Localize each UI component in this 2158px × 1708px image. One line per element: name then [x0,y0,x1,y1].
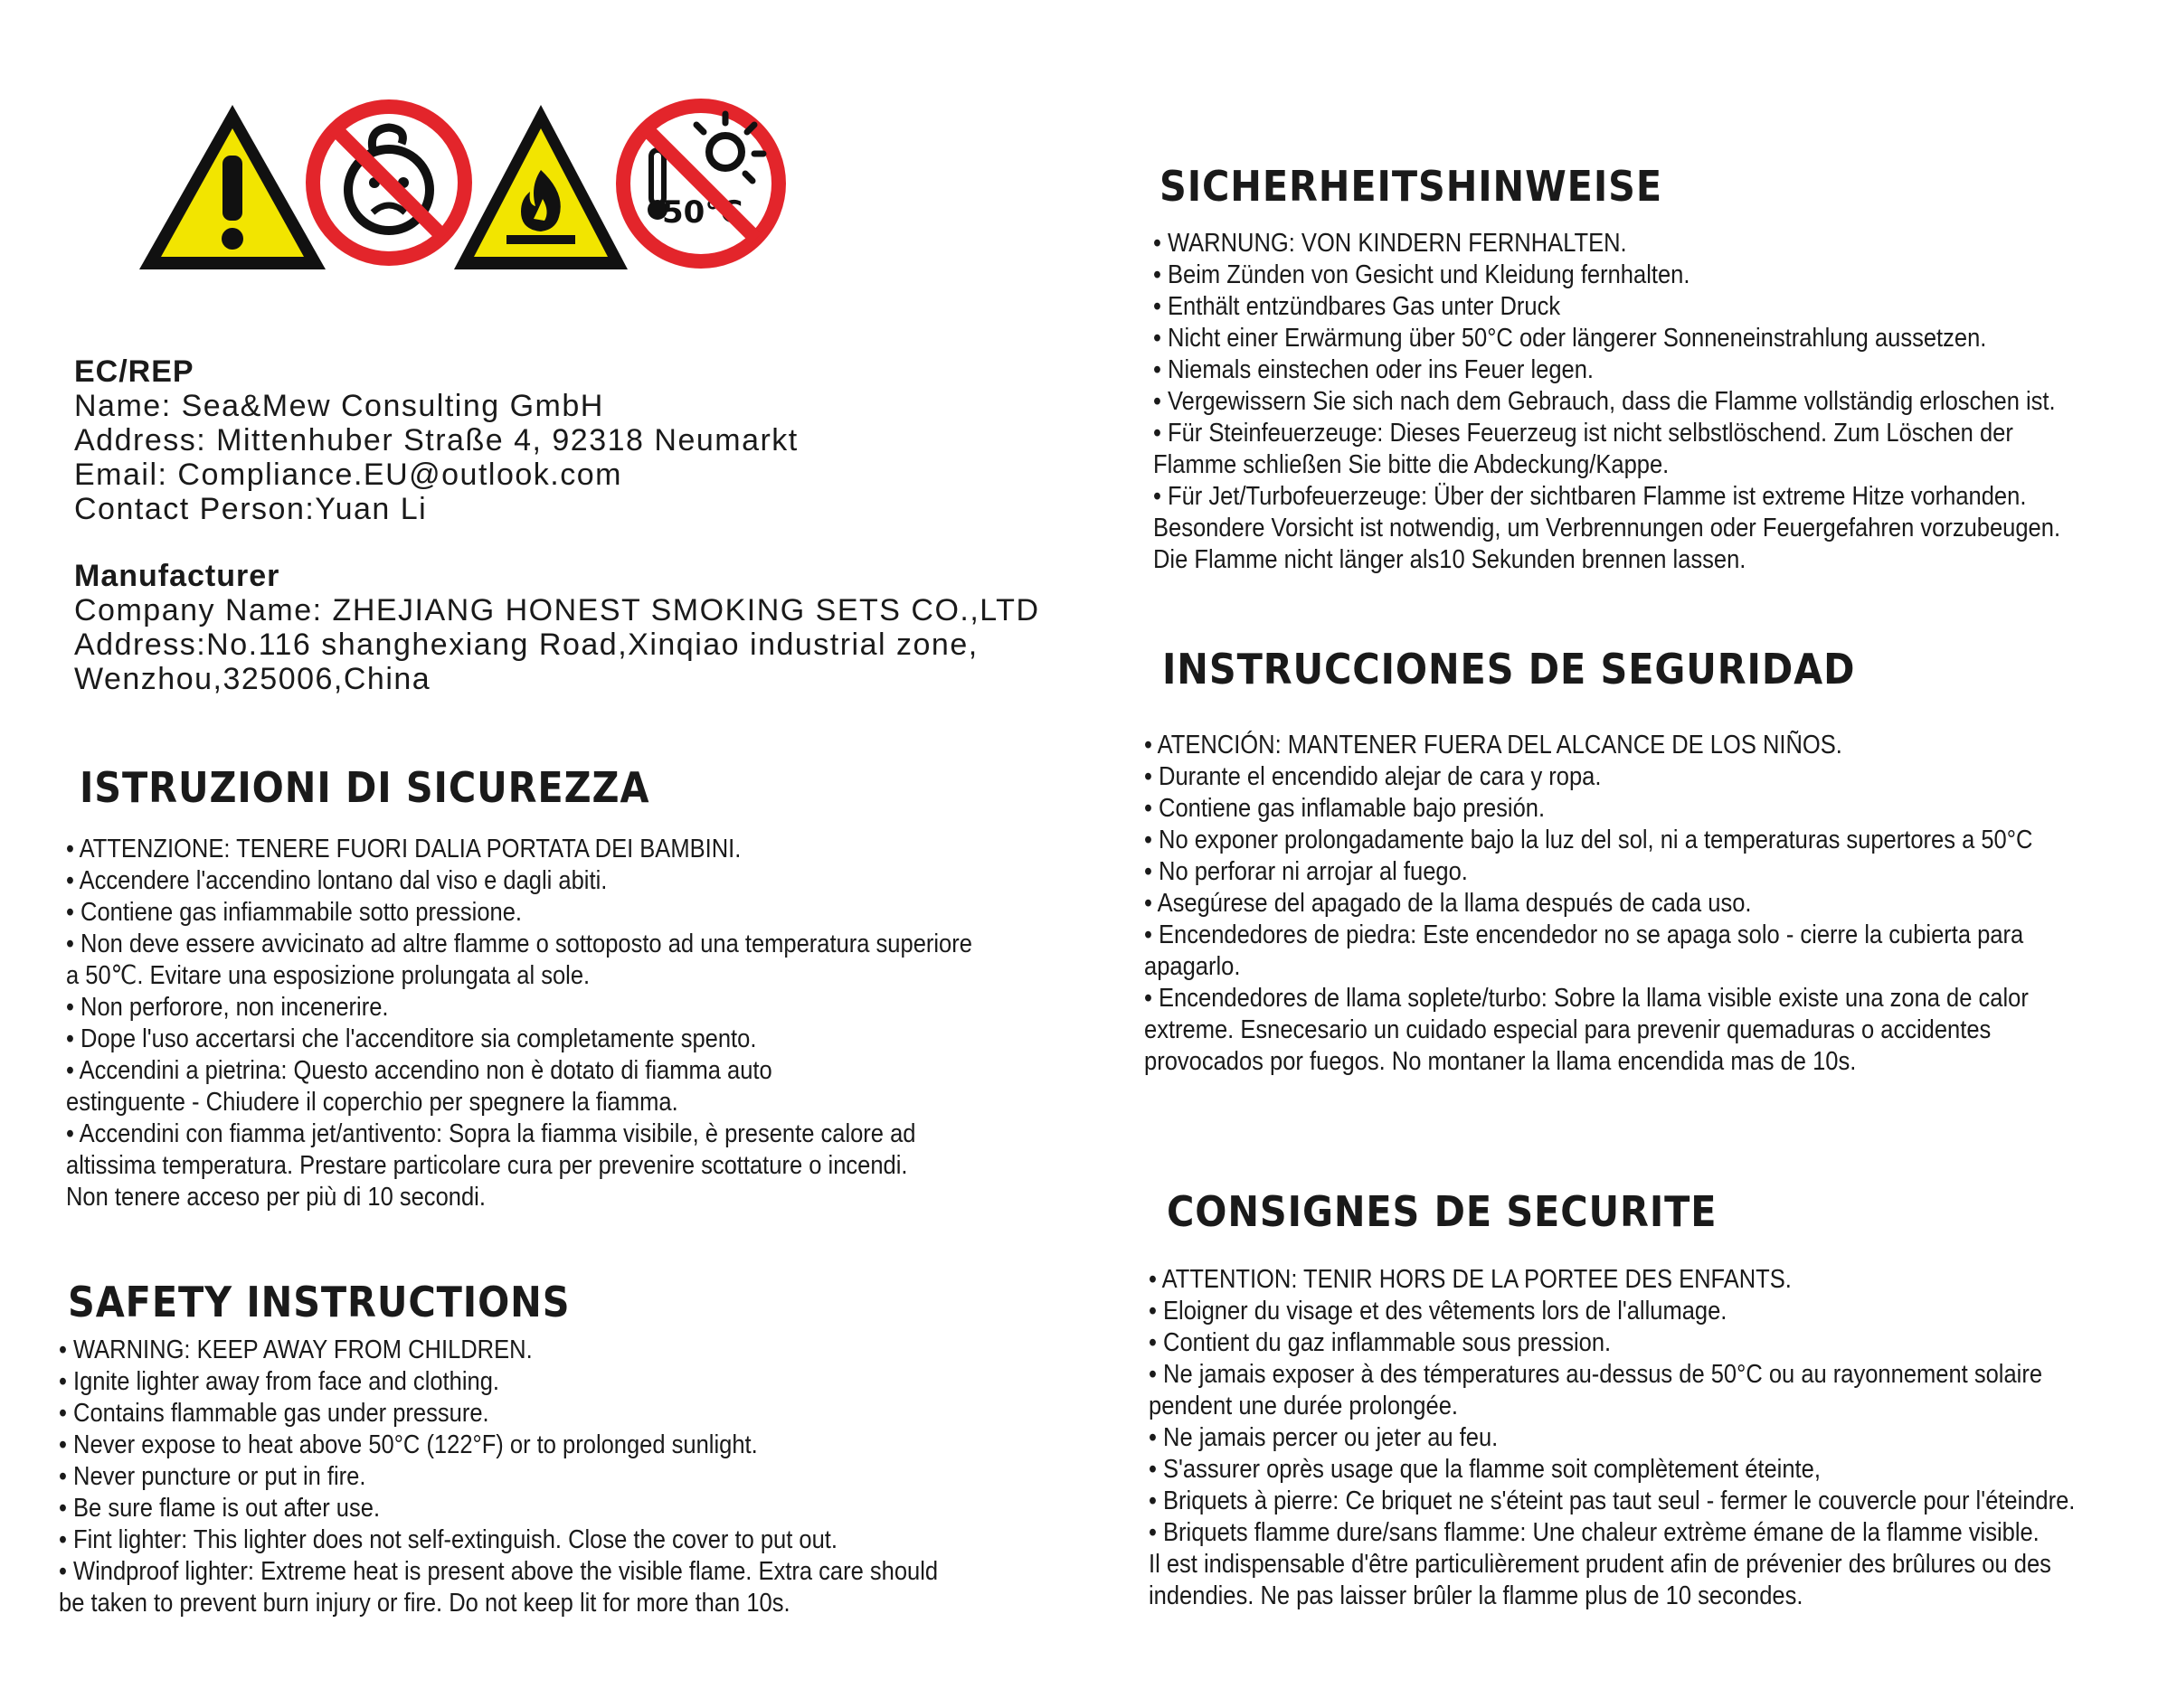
instruction-line: • Never expose to heat above 50°C (122°F) or to prolonged sunlight. [59,1430,758,1459]
heading-english: SAFETY INSTRUCTIONS [68,1278,571,1326]
instruction-line: Flamme schließen Sie bitte die Abdeckung/Kappe. [1153,450,1670,479]
instruction-line: Besondere Vorsicht ist notwendig, um Verbrennungen oder Feuergefahren vorzubeugen. [1153,514,2061,543]
instruction-line: indendies. Ne pas laisser brûler la flamme plus de 10 secondes. [1149,1581,1803,1610]
no-heat-above-50c-icon [615,98,787,269]
instruction-line: estinguente - Chiudere il coperchio per spegnere la fiamma. [66,1088,678,1117]
instruction-line: • S'assurer oprès usage que la flamme soit complètement éteinte, [1149,1455,1821,1484]
instruction-line: • Vergewissern Sie sich nach dem Gebrauch, dass die Flamme vollständig erloschen ist. [1153,387,2056,416]
french-instructions-list [1149,1264,2158,1612]
german-instructions-list [1153,228,2158,576]
heading-spanish: INSTRUCCIONES DE SEGURIDAD [1162,645,1856,694]
heading-french: CONSIGNES DE SECURITE [1167,1187,1718,1236]
instruction-line: • Contains flammable gas under pressure. [59,1399,489,1428]
instruction-line: • Für Jet/Turbofeuerzeuge: Über der sichtbaren Flamme ist extreme Hitze vorhanden. [1153,482,2027,511]
instruction-line: • Dope l'uso accertarsi che l'accenditore sia completamente spento. [66,1024,757,1053]
instruction-line: • Be sure flame is out after use. [59,1494,381,1523]
instruction-line: Il est indispensable d'être particulièrement prudent afin de prévenier des brûlures ou des [1149,1550,2051,1579]
instruction-line: • Non perforore, non incenerire. [66,993,389,1022]
italian-instructions-list [66,834,1096,1213]
instruction-line: • Briquets à pierre: Ce briquet ne s'éteint pas taut seul - fermer le couvercle pour l'éteindre. [1149,1486,2076,1515]
instruction-line: • Asegúrese del apagado de la llama después de cada uso. [1144,889,1752,918]
instruction-line: • Enthält entzündbares Gas unter Druck [1153,292,1561,321]
warning-icons-row [136,99,787,280]
instruction-line: • Contiene gas inflamable bajo presión. [1144,794,1546,823]
instruction-line: provocados por fuegos. No montaner la llama encendida mas de 10s. [1144,1047,1857,1076]
instruction-line: • Ne jamais percer ou jeter au feu. [1149,1423,1499,1452]
manufacturer-address-line-1: Address:No.116 shanghexiang Road,Xinqiao industrial zone, [74,628,979,662]
instruction-line: • Accendini a pietrina: Questo accendino non è dotato di fiamma auto [66,1056,772,1085]
instruction-line: Die Flamme nicht länger als10 Sekunden brennen lassen. [1153,545,1746,574]
instruction-line: • Ne jamais exposer à des témperatures au-dessus de 50°C ou au rayonnement solaire [1149,1360,2043,1389]
instruction-line: extreme. Esnecesario un cuidado especial para prevenir quemaduras o accidentes [1144,1015,1992,1044]
instruction-line: • Encendedores de piedra: Este encendedor no se apaga solo - cierre la cubierta para [1144,920,2024,949]
manufacturer-address-line-2: Wenzhou,325006,China [74,662,431,696]
instruction-line: • Fint lighter: This lighter does not self-extinguish. Close the cover to put out. [59,1525,838,1554]
instruction-line: a 50℃. Evitare una esposizione prolungata al sole. [66,961,591,990]
instruction-line: • Eloigner du visage et des vêtements lors de l'allumage. [1149,1297,1727,1326]
instruction-line: • ATTENTION: TENIR HORS DE LA PORTEE DES ENFANTS. [1149,1265,1792,1294]
english-instructions-list [59,1335,1058,1619]
instruction-line: apagarlo. [1144,952,1241,981]
ecrep-email: Email: Compliance.EU@outlook.com [74,458,622,492]
instruction-line: • ATENCIÓN: MANTENER FUERA DEL ALCANCE DE LOS NIÑOS. [1144,731,1842,760]
no-children-icon [306,99,473,267]
instruction-line: • No perforar ni arrojar al fuego. [1144,857,1468,886]
instruction-line: • Briquets flamme dure/sans flamme: Une chaleur extrème émane de la flamme visible. [1149,1518,2040,1547]
ecrep-contact: Contact Person:Yuan Li [74,492,428,526]
instruction-line: • Ignite lighter away from face and clothing. [59,1367,499,1396]
instruction-line: be taken to prevent burn injury or fire. Do not keep lit for more than 10s. [59,1589,790,1618]
instruction-line: • Contient du gaz inflammable sous pression. [1149,1328,1612,1357]
instruction-line: • Für Steinfeuerzeuge: Dieses Feuerzeug ist nicht selbstlöschend. Zum Löschen der [1153,419,2013,448]
instruction-line: pendent une durée prolongée. [1149,1392,1458,1420]
instruction-line: • No exponer prolongadamente bajo la luz del sol, ni a temperaturas supertores a 50°C [1144,826,2033,854]
instruction-line: • Beim Zünden von Gesicht und Kleidung fernhalten. [1153,260,1690,289]
instruction-line: • Encendedores de llama soplete/turbo: Sobre la llama visible existe una zona de calor [1144,984,2029,1013]
ecrep-name: Name: Sea&Mew Consulting GmbH [74,389,604,423]
ecrep-address: Address: Mittenhuber Straße 4, 92318 Neumarkt [74,423,799,458]
ecrep-title: EC/REP [74,354,194,389]
instruction-line: • Niemals einstechen oder ins Feuer legen. [1153,355,1594,384]
manufacturer-block [74,559,1040,696]
instruction-line: altissima temperatura. Prestare particolare cura per prevenire scottature o incendi. [66,1151,908,1180]
instruction-line: • Windproof lighter: Extreme heat is present above the visible flame. Extra care should [59,1557,939,1586]
spanish-instructions-list [1144,730,2153,1078]
instruction-line: • Contiene gas infiammabile sotto pressione. [66,898,523,927]
flammable-warning-icon [450,99,631,276]
instruction-line: • Non deve essere avvicinato ad altre flamme o sottoposto ad una temperatura superiore [66,929,972,958]
instruction-line: • Accendere l'accendino lontano dal viso e dagli abiti. [66,866,608,895]
instruction-line: • Never puncture or put in fire. [59,1462,366,1491]
warning-exclamation-icon [136,99,330,276]
manufacturer-title: Manufacturer [74,559,280,593]
instruction-line: • Accendini con fiamma jet/antivento: Sopra la fiamma visibile, è presente calore ad [66,1119,916,1148]
instruction-line: • WARNUNG: VON KINDERN FERNHALTEN. [1153,229,1627,258]
heading-italian: ISTRUZIONI DI SICUREZZA [80,763,650,812]
instruction-line: • Durante el encendido alejar de cara y ropa. [1144,762,1602,791]
manufacturer-company: Company Name: ZHEJIANG HONEST SMOKING SETS CO.,LTD [74,593,1040,628]
icon-50c-text: 50°C [662,194,743,231]
heading-german: SICHERHEITSHINWEISE [1159,162,1663,211]
instruction-line: • Nicht einer Erwärmung über 50°C oder längerer Sonneneinstrahlung aussetzen. [1153,324,1987,353]
instruction-line: • ATTENZIONE: TENERE FUORI DALIA PORTATA DEI BAMBINI. [66,835,742,863]
ecrep-block [74,354,799,526]
instruction-line: • WARNING: KEEP AWAY FROM CHILDREN. [59,1335,533,1364]
instruction-line: Non tenere acceso per più di 10 secondi. [66,1183,486,1212]
